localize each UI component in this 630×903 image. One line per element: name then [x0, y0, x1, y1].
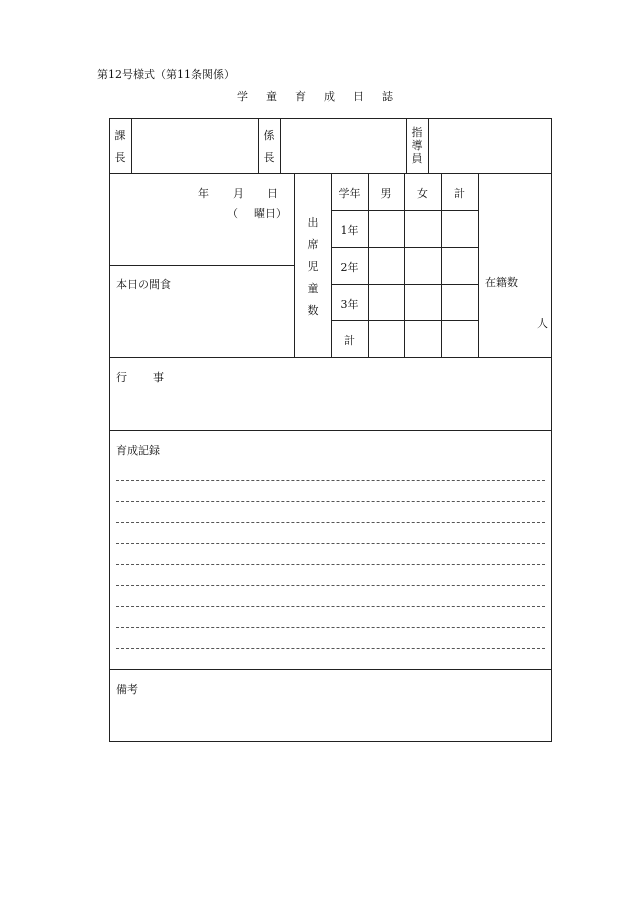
attendance-divider [294, 173, 295, 357]
divider-date-snack [109, 265, 294, 266]
title-char: 誌 [382, 90, 393, 103]
attendance-label: 出 席 児 童 数 [307, 216, 319, 317]
divider-attendance [109, 357, 552, 358]
attendance-header-total: 計 [454, 187, 465, 200]
divider-records [109, 669, 552, 670]
events-label: 行 事 [116, 371, 164, 384]
enrollment-label: 在籍数 [485, 276, 518, 289]
record-line[interactable] [116, 585, 545, 586]
attendance-row-line [331, 210, 478, 211]
divider-events [109, 430, 552, 431]
instructor-label: 指 導 員 [411, 126, 423, 165]
enrollment-unit: 人 [537, 317, 548, 330]
attendance-row-total: 計 [344, 334, 355, 347]
attendance-row-line [331, 320, 478, 321]
title-char: 童 [266, 90, 277, 103]
approval-divider [258, 118, 259, 173]
date-year-label: 年 [198, 187, 209, 200]
record-line[interactable] [116, 627, 545, 628]
approval-divider [406, 118, 407, 173]
records-label: 育成記録 [116, 444, 160, 457]
attendance-row-grade3: 3年 [340, 298, 359, 311]
attendance-row-grade2: 2年 [340, 261, 359, 274]
date-day-label: 日 [267, 187, 278, 200]
date-month-label: 月 [233, 187, 244, 200]
snack-label: 本日の間食 [116, 278, 171, 291]
subsection-chief-label: 係 長 [263, 129, 275, 164]
record-line[interactable] [116, 543, 545, 544]
title-char: 育 [295, 90, 306, 103]
section-chief-seal-box[interactable] [132, 119, 257, 172]
remarks-label: 備考 [116, 683, 138, 696]
record-line[interactable] [116, 501, 545, 502]
record-line[interactable] [116, 480, 545, 481]
subsection-chief-seal-box[interactable] [281, 119, 405, 172]
title-char: 成 [324, 90, 335, 103]
attendance-row-grade1: 1年 [340, 224, 359, 237]
record-line[interactable] [116, 522, 545, 523]
record-line[interactable] [116, 648, 545, 649]
record-line[interactable] [116, 606, 545, 607]
attendance-header-grade: 学年 [338, 187, 361, 200]
date-weekday-open: （ [227, 207, 238, 220]
date-weekday-label: 曜日） [254, 207, 287, 220]
title-char: 日 [353, 90, 364, 103]
section-chief-label: 課 長 [114, 129, 126, 164]
attendance-header-boys: 男 [380, 187, 392, 200]
attendance-divider [478, 173, 479, 357]
title-char: 学 [237, 90, 248, 103]
form-number: 第12号様式（第11条関係） [97, 68, 235, 81]
record-line[interactable] [116, 564, 545, 565]
instructor-seal-box[interactable] [429, 119, 551, 172]
attendance-header-girls: 女 [417, 187, 428, 200]
page-title [0, 88, 630, 104]
attendance-row-line [331, 284, 478, 285]
attendance-row-line [331, 247, 478, 248]
